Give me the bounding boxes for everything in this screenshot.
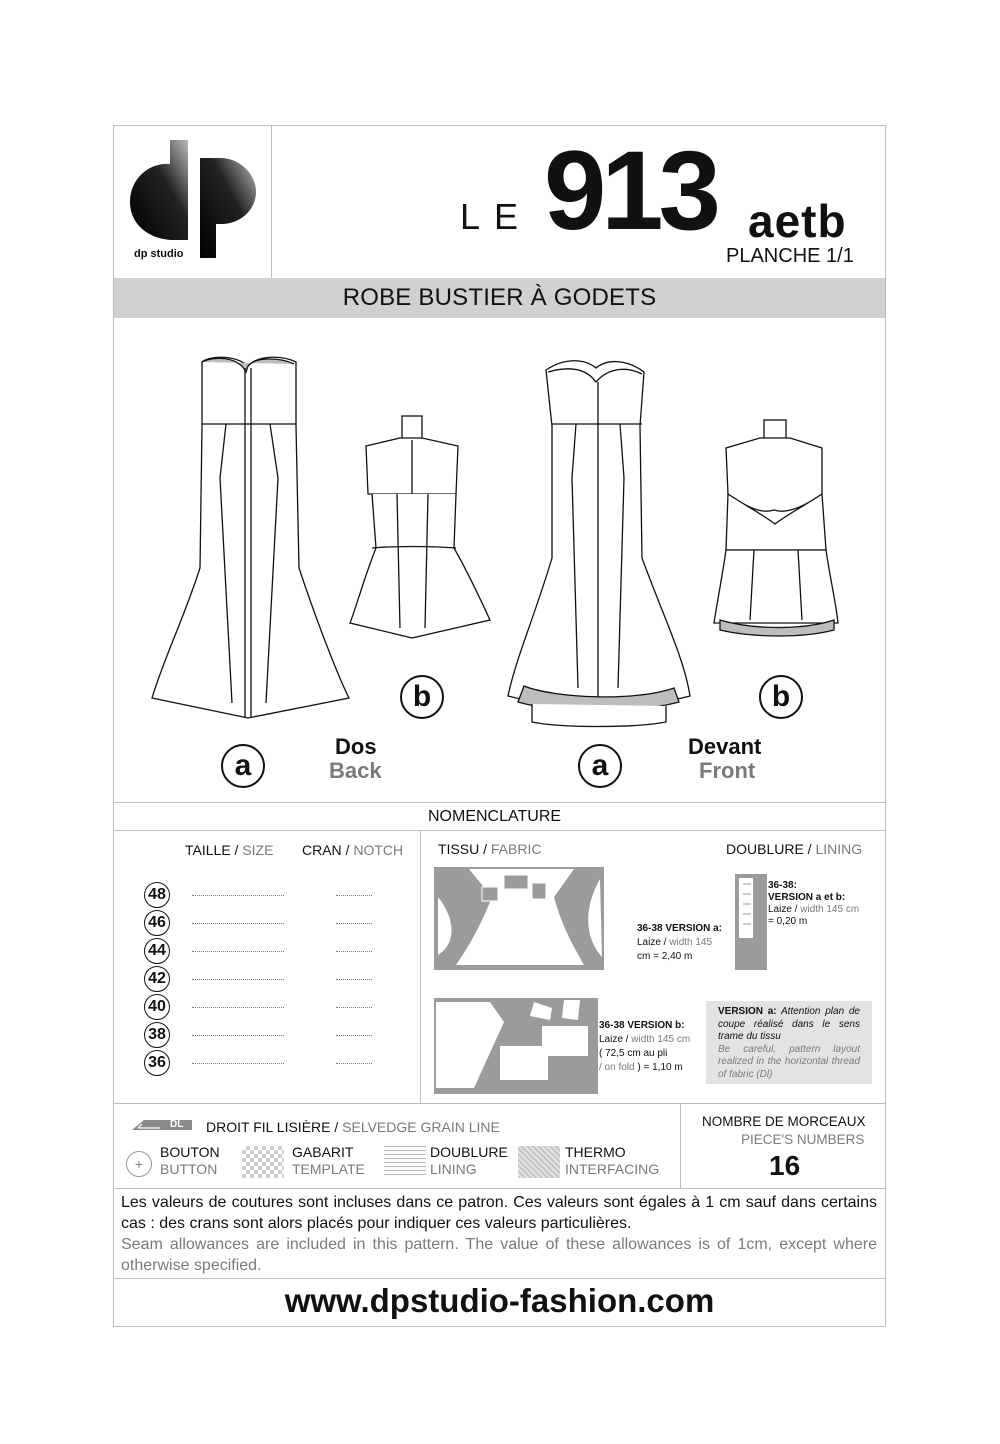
notch-line — [336, 1063, 372, 1064]
model-prefix: LE — [460, 196, 533, 237]
lining-layout — [735, 874, 767, 970]
pieces-count: 16 — [769, 1150, 801, 1181]
pieces-label-en: PIECE'S NUMBERS — [741, 1132, 865, 1147]
view-a-front: a — [578, 744, 622, 788]
fabric-layout-b — [434, 998, 598, 1094]
view-b-front: b — [759, 675, 803, 719]
back-label-en: Back — [329, 758, 382, 783]
view-a-back: a — [221, 744, 265, 788]
layout-warning: VERSION a: Attention plan de coupe réalisé dans le sens trame du tissu Be careful, pattern layout realized in the horizontal thread of fabric (Dl) — [706, 1001, 872, 1084]
front-label-en: Front — [699, 758, 756, 783]
back-label-fr: Dos — [335, 734, 377, 759]
view-b-back: b — [400, 675, 444, 719]
lining-header: DOUBLURE / LINING — [726, 841, 863, 857]
size-badge: 46 — [144, 910, 170, 936]
notch-header: CRAN / NOTCH — [302, 842, 404, 858]
garment-flats — [114, 318, 885, 803]
grain-tag: DL — [170, 1119, 184, 1130]
size-badge: 38 — [144, 1022, 170, 1048]
button-legend: BOUTON BUTTON — [160, 1144, 220, 1177]
size-badge: 36 — [144, 1050, 170, 1076]
notch-line — [336, 923, 372, 924]
lining-swatch — [384, 1146, 426, 1178]
size-line — [192, 923, 284, 924]
lining-note: 36-38: VERSION a et b: Laize / width 145 cm = 0,20 m — [768, 880, 860, 927]
model-number: 913 — [544, 128, 716, 253]
lining-legend: DOUBLURE LINING — [430, 1144, 508, 1177]
fabric-note-b: 36-38 VERSION b: Laize / width 145 cm ( 72,5 cm au pli / on fold ) = 1,10 m — [599, 1020, 691, 1073]
template-legend: GABARIT TEMPLATE — [292, 1144, 365, 1177]
pattern-envelope — [113, 125, 886, 1327]
grain-line-icon — [130, 1118, 194, 1132]
logo-caption: dp studio — [134, 248, 184, 260]
size-line — [192, 951, 284, 952]
size-line — [192, 1007, 284, 1008]
notch-line — [336, 951, 372, 952]
front-label-fr: Devant — [688, 734, 762, 759]
fabric-note-a: 36-38 VERSION a: Laize / width 145 cm = 2,40 m — [637, 923, 723, 962]
sheet-number: PLANCHE 1/1 — [726, 245, 854, 267]
thermo-swatch — [518, 1146, 560, 1178]
seam-allowance-note: Les valeurs de coutures sont incluses dans ce patron. Ces valeurs sont égales à 1 cm sauf dans certains cas : des crans sont alors placés pour indiquer ces valeurs particulières. Seam allowances are included in this pattern. The value of these allowances is of 1cm, except where otherwise specified. — [121, 1194, 877, 1274]
garment-title: ROBE BUSTIER À GODETS — [114, 278, 885, 318]
thermo-legend: THERMO INTERFACING — [565, 1144, 660, 1177]
button-icon: + — [126, 1151, 152, 1177]
model-suffix: aetb — [748, 195, 847, 247]
size-badge: 42 — [144, 966, 170, 992]
fabric-header: TISSU / FABRIC — [438, 841, 542, 857]
size-badge: 40 — [144, 994, 170, 1020]
website-url[interactable]: www.dpstudio-fashion.com — [284, 1282, 715, 1319]
size-line — [192, 895, 284, 896]
size-badge: 44 — [144, 938, 170, 964]
size-badge: 48 — [144, 882, 170, 908]
fabric-layout-a — [434, 867, 604, 970]
size-line — [192, 1063, 284, 1064]
notch-line — [336, 979, 372, 980]
grain-label: DROIT FIL LISIÈRE / SELVEDGE GRAIN LINE — [206, 1119, 500, 1135]
size-line — [192, 1035, 284, 1036]
notch-line — [336, 1035, 372, 1036]
size-line — [192, 979, 284, 980]
notch-line — [336, 895, 372, 896]
dp-logo — [130, 140, 260, 262]
pieces-label-fr: NOMBRE DE MORCEAUX — [702, 1114, 866, 1129]
template-swatch — [242, 1146, 284, 1178]
notch-line — [336, 1007, 372, 1008]
size-header: TAILLE / SIZE — [185, 842, 274, 858]
nomenclature-title: NOMENCLATURE — [428, 808, 562, 825]
